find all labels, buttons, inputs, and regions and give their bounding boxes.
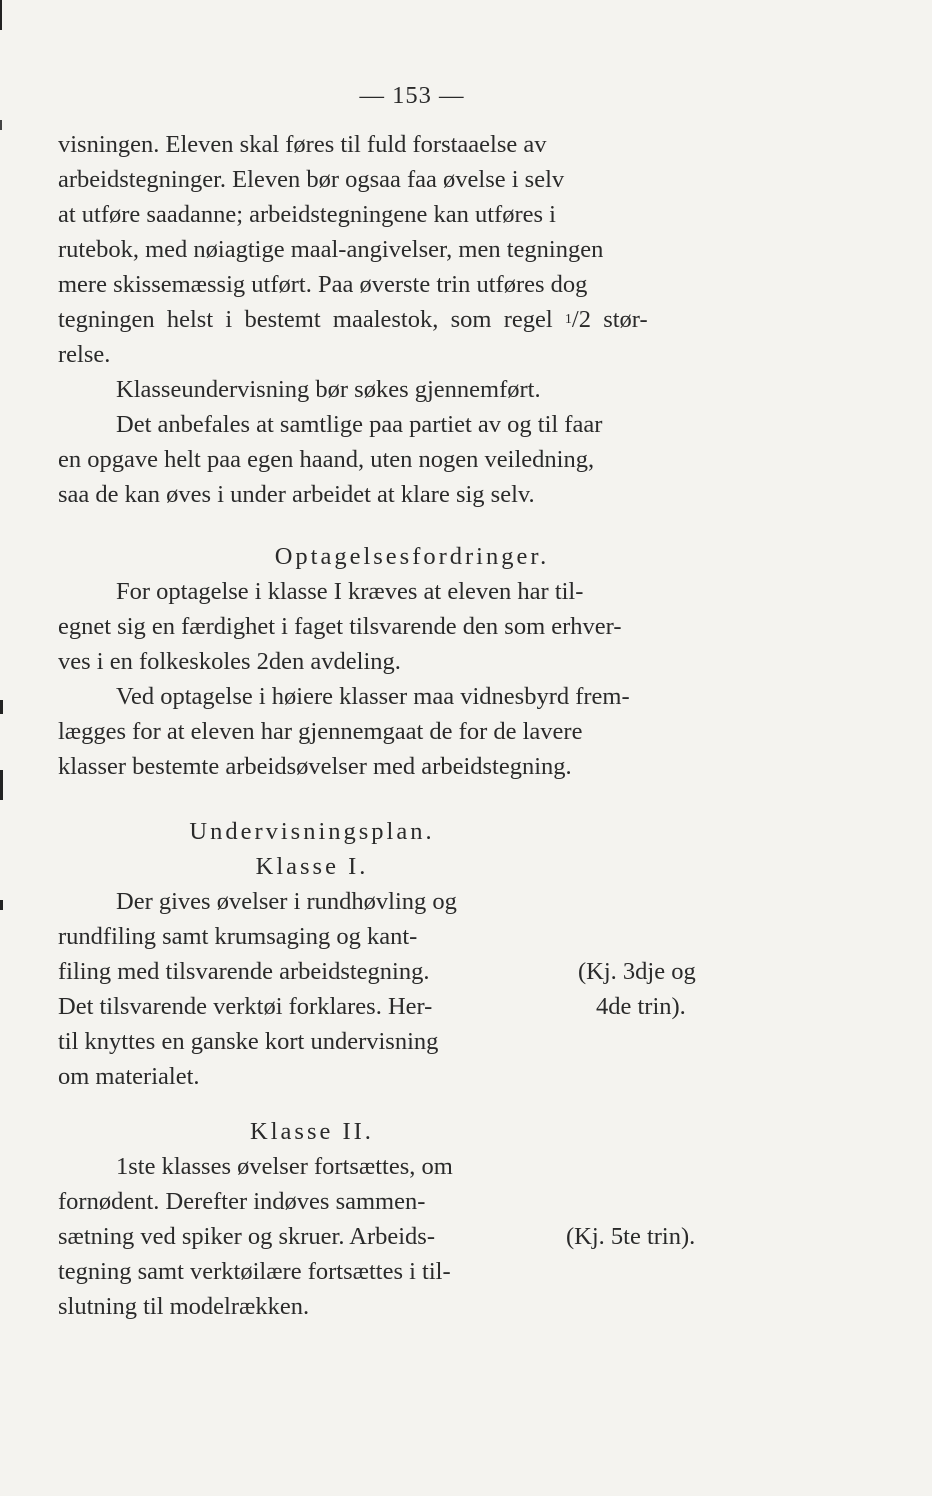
klasse2-block [58,1149,766,1324]
text-line: lægges for at eleven har gjennemgaat de for de lavere [58,718,583,745]
text-line: fornødent. Derefter indøves sammen- [58,1188,426,1215]
section-heading: Optagelsesfordringer. [274,543,550,570]
text-line: til knyttes en ganske kort undervisning [58,1028,439,1055]
text-line-fraction [58,302,766,337]
text-line: Der gives øvelser i rundhøvling og [116,888,457,915]
text-line: at utføre saadanne; arbeidstegningene kan utføres i [58,201,556,228]
text-line: relse. [58,341,111,368]
text-line: sætning ved spiker og skruer. Arbeids- [58,1223,435,1250]
fraction-before: tegningen helst i bestemt maalestok, som regel [58,306,565,333]
text-line: Ved optagelse i høiere klasser maa vidnesbyrd frem- [116,683,630,710]
edge-mark [0,770,3,800]
page-number: — 153 — [359,82,465,109]
text-line: For optagelse i klasse I kræves at eleven har til- [116,578,584,605]
text-line: rundfiling samt krumsaging og kant- [58,923,418,950]
class-heading: Klasse II. [250,1118,374,1145]
class-heading: Klasse I. [255,853,369,880]
fraction-numerator: 1 [564,312,572,327]
text-line: filing med tilsvarende arbeidstegning. [58,958,430,985]
text-line: visningen. Eleven skal føres til fuld forstaaelse av [58,131,547,158]
klasse1-block [58,884,766,1094]
text-line: saa de kan øves i under arbeidet at klare sig selv. [58,481,535,508]
text-line: Det tilsvarende verktøi forklares. Her- [58,993,433,1020]
text-line: en opgave helt paa egen haand, uten nogen veiledning, [58,446,595,473]
note-line: (Kj. 5te trin). [566,1223,696,1250]
text-line: Klasseundervisning bør søkes gjennemført. [116,376,541,403]
page-edge [0,0,2,1496]
klasse1-note [554,884,696,1094]
text-line: egnet sig en færdighet i faget tilsvarende den som erhver- [58,613,622,640]
text-line: 1ste klasses øvelser fortsættes, om [116,1153,453,1180]
fraction-after: /2 stør- [571,306,648,333]
page-content [58,78,766,1324]
text-line: tegning samt verktøilære fortsættes i til- [58,1258,451,1285]
text-line: Det anbefales at samtlige paa partiet av og til faar [116,411,603,438]
text-line: om materialet. [58,1063,200,1090]
edge-mark [0,700,3,714]
text-line: rutebok, med nøiagtige maal-angivelser, men tegningen [58,236,604,263]
edge-mark [0,900,3,910]
note-line: (Kj. 3dje og [578,958,696,985]
text-line: klasser bestemte arbeidsøvelser med arbeidstegning. [58,753,572,780]
note-line: 4de trin). [596,993,686,1020]
text-line: slutning til modelrækken. [58,1293,310,1320]
text-line: ves i en folkeskoles 2den avdeling. [58,648,401,675]
section-heading: Undervisningsplan. [189,818,435,845]
klasse2-note [554,1149,695,1324]
text-line: mere skissemæssig utført. Paa øverste trin utføres dog [58,271,588,298]
text-line: arbeidstegninger. Eleven bør ogsaa faa øvelse i selv [58,166,565,193]
